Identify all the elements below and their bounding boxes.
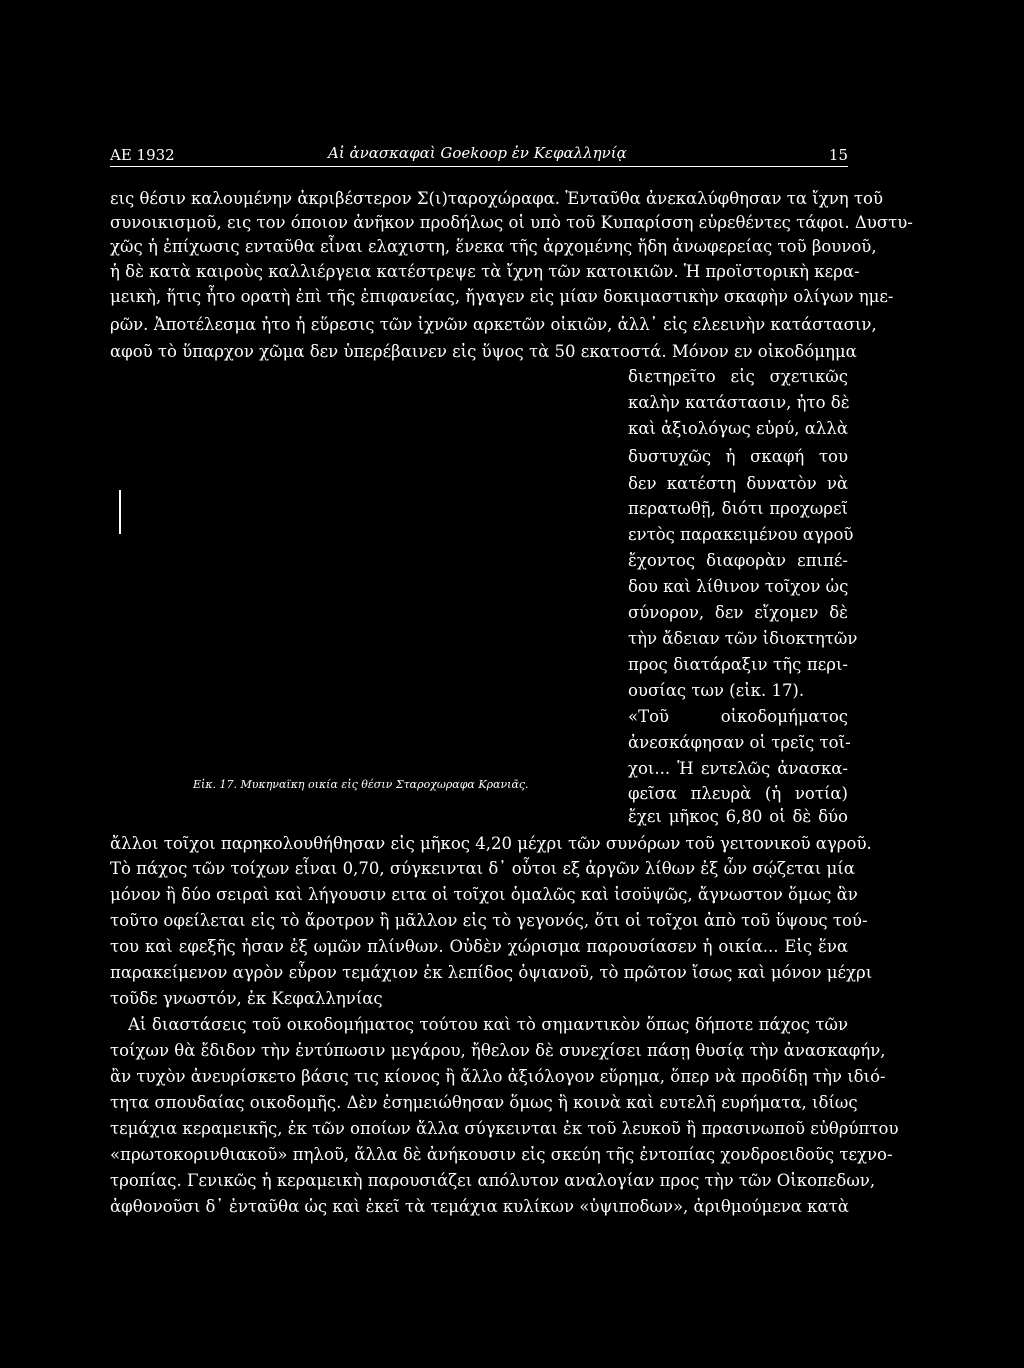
column-line: περατωθῇ, διότι προχωρεῖ — [628, 499, 848, 518]
text-line: ἀφθονοῦσι δ᾽ ἐνταῦθα ὡς καὶ ἐκεῖ τὰ τεμάχια κυλίκων «ὑψιποδων», ἀριθμούμενα κατὰ — [110, 1197, 849, 1216]
column-line: δου καὶ λίθινον τοῖχον ὡς — [628, 577, 849, 596]
figure-17-image — [110, 372, 614, 792]
text-line: ρῶν. Ἀποτέλεσμα ἠτο ἡ εὕρεσις τῶν ἰχνῶν αρκετῶν οἰκιῶν, ἀλλ᾽ εἰς ελεεινὴν κατάστασιν, — [110, 315, 877, 334]
column-line: «Τοῦ οἰκοδομήματος — [628, 707, 848, 726]
column-line: ἀνεσκάφησαν οἱ τρεῖς τοῖ- — [628, 733, 851, 752]
text-line: του καὶ εφεξῆς ἠσαν ἐξ ωμῶν πλίνθων. Οὐδὲν χώρισμα παρουσίασεν ἡ οικία... Εἰς ἕνα — [110, 937, 848, 956]
text-line: παρακείμενον αγρὸν εὗρον τεμάχιον ἐκ λεπίδος ὀψιανοῦ, τὸ πρῶτον ἴσως καὶ μόνον μέχρι — [110, 963, 873, 982]
text-line: ἡ δὲ κατὰ καιροὺς καλλιέργεια κατέστρεψε τὰ ἴχνη τῶν κατοικιῶν. Ἡ προϊστορικὴ κερα- — [110, 262, 860, 281]
column-line: καὶ ἀξιολόγως εὐρύ, αλλὰ — [628, 419, 848, 438]
page-number: 15 — [828, 146, 848, 164]
text-line: συνοικισμοῦ, εις τον όποιον ἀνῆκον προδήλως οἱ υπὸ τοῦ Κυπαρίσση εὑρεθέντες τάφοι. Δυστυ- — [110, 213, 913, 232]
column-line: δυστυχῶς ἡ σκαφή του — [628, 447, 848, 466]
column-line: προς διατάραξιν τῆς περι- — [628, 655, 848, 674]
column-line: ουσίας των (εἰκ. 17). — [628, 681, 805, 700]
text-line: τροπίας. Γενικῶς ἡ κεραμεικὴ παρουσιάζει απόλυτον αναλογίαν προς τὴν τῶν Οἰκοπεδων, — [110, 1171, 876, 1190]
text-line: ἂν τυχὸν ἀνευρίσκετο βάσις τις κίονος ἢ ἄλλο ἀξιόλογον εὕρημα, ὅπερ νὰ προδίδῃ τὴν ιδιό- — [110, 1067, 886, 1086]
text-line: τεμάχια κεραμεικῆς, ἐκ τῶν οποίων ἄλλα σύγκεινται ἐκ τοῦ λευκοῦ ἢ πρασινωποῦ εὐθρύπτου — [110, 1119, 899, 1138]
running-title: Αἱ ἀνασκαφαὶ Goekoop ἐν Κεφαλληνίᾳ — [328, 144, 627, 162]
column-line: ἔχει μῆκος 6,80 οἱ δὲ δύο — [628, 807, 848, 826]
text-line: «πρωτοκορινθιακοῦ» πηλοῦ, ἄλλα δὲ ἀνήκουσιν εἰς σκεύη τῆς ἐντοπίας χονδροειδοῦς τεχνο- — [110, 1145, 893, 1164]
header-rule — [110, 166, 848, 167]
text-line: αφοῦ τὸ ὕπαρχον χῶμα δεν ὑπερέβαινεν εἰς ὕψος τὰ 50 εκατοστά. Μόνον εν οἰκοδόμημα — [110, 342, 857, 361]
column-line: εντὸς παρακειμένου αγροῦ — [628, 525, 854, 544]
text-line: ἄλλοι τοῖχοι παρηκολουθήθησαν εἰς μῆκος 4,20 μέχρι τῶν συνόρων τοῦ γειτονικοῦ αγροῦ. — [110, 834, 872, 853]
text-line: τητα σπουδαίας οικοδομῆς. Δὲν ἐσημειώθησαν ὅμως ἢ κοινὰ καὶ ευτελῆ ευρήματα, ιδίως — [110, 1093, 858, 1112]
column-line: φεῖσα πλευρὰ (ἡ νοτία) — [628, 784, 848, 803]
text-line: τοίχων θὰ ἔδιδον τὴν ἐντύπωσιν μεγάρου, ἤθελον δὲ συνεχίσει πάσῃ θυσίᾳ τὴν ἀνασκαφήν, — [110, 1041, 886, 1060]
text-line: Τὸ πάχος τῶν τοίχων εἶναι 0,70, σύγκεινται δ᾽ οὗτοι εξ ἀργῶν λίθων ἐξ ὧν σῴζεται μία — [110, 859, 855, 878]
column-line: χοι... Ἡ εντελῶς ἀνασκα- — [628, 759, 848, 778]
figure-caption: Εἰκ. 17. Μυκηναϊκη οικία εἰς θέσιν Σταροχωραφα Κρανιᾶς. — [193, 778, 529, 791]
text-line: μεικὴ, ἥτις ἦτο ορατὴ ἐπὶ τῆς ἐπιφανείας, ἤγαγεν εἰς μίαν δοκιμαστικὴν σκαφὴν ολίγων ημε- — [110, 287, 894, 306]
text-line: τοῦτο οφείλεται εἰς τὸ ἄροτρον ἢ μᾶλλον εἰς τὸ γεγονός, ὅτι οἱ τοῖχοι ἀπὸ τοῦ ὕψους τού- — [110, 911, 868, 930]
text-line: εις θέσιν καλουμένην ἀκριβέστερον Σ(ι)ταροχώραφα. Ἐνταῦθα ἀνεκαλύφθησαν τα ἴχνη τοῦ — [110, 189, 883, 208]
figure-edge-mark — [119, 490, 121, 534]
column-line: δεν κατέστη δυνατὸν νὰ — [628, 474, 848, 493]
page-header — [110, 144, 848, 168]
column-line: διετηρεῖτο εἰς σχετικῶς — [628, 367, 848, 386]
journal-year: ΑΕ 1932 — [110, 146, 175, 164]
column-line: σύνορον, δεν εἴχομεν δὲ — [628, 603, 848, 622]
column-line: ἔχοντος διαφορὰν επιπέ- — [628, 551, 848, 570]
text-line: Αἱ διαστάσεις τοῦ οικοδομήματος τούτου καὶ τὸ σημαντικὸν ὅπως δήποτε πάχος τῶν — [128, 1015, 848, 1034]
text-line: χῶς ἡ ἐπίχωσις ενταῦθα εἶναι ελαχιστη, ἕνεκα τῆς ἀρχομένης ἤδη ἀνωφερείας τοῦ βουνοῦ, — [110, 237, 877, 256]
text-line: μόνον ἢ δύο σειραὶ καὶ λήγουσιν ειτα οἱ τοῖχοι ὁμαλῶς καὶ ἰσοϋψῶς, ἄγνωστον ὅμως ἂν — [110, 885, 858, 904]
text-line: τοῦδε γνωστόν, ἐκ Κεφαλληνίας — [110, 989, 383, 1008]
column-line: καλὴν κατάστασιν, ἠτο δὲ — [628, 393, 850, 412]
column-line: τὴν ἄδειαν τῶν ἰδιοκτητῶν — [628, 629, 858, 648]
